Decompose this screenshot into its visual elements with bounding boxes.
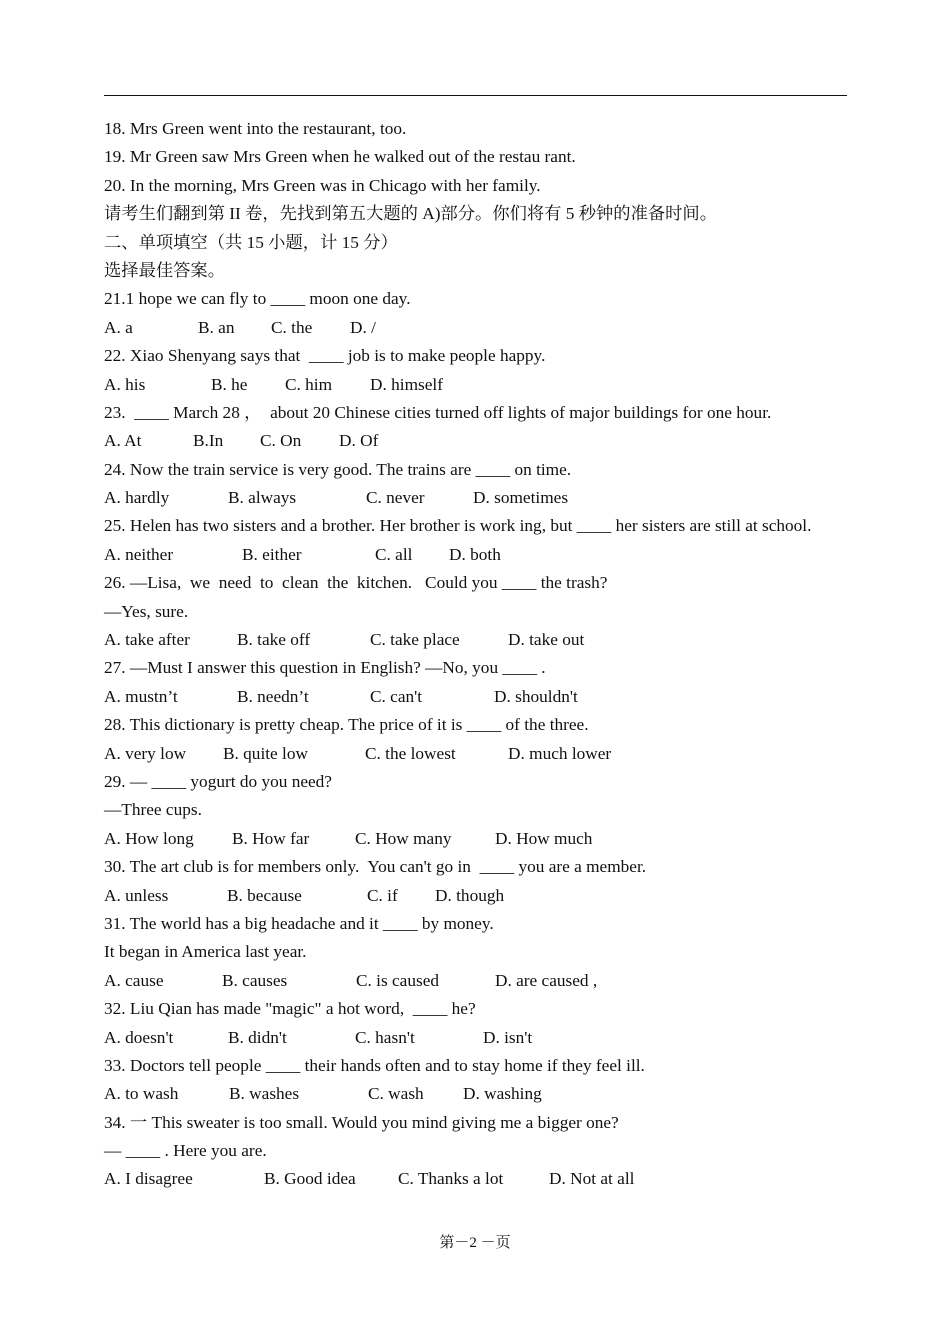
option-d: D. shouldn't bbox=[494, 686, 578, 706]
option-d: D. much lower bbox=[508, 743, 612, 763]
option-b: B. How far bbox=[232, 828, 310, 848]
option-d: D. himself bbox=[370, 374, 443, 394]
option-a: A. At bbox=[104, 431, 142, 451]
option-c: C. the bbox=[271, 317, 313, 337]
option-c: C. Thanks a lot bbox=[398, 1169, 504, 1189]
exam-content bbox=[104, 115, 849, 1194]
option-d: D. are caused , bbox=[495, 970, 598, 990]
instruction-turn-page: 请考生们翻到第 II 卷，先找到第五大题的 A)部分。你们将有 5 秒钟的准备时间。 bbox=[104, 204, 717, 224]
option-b: B. always bbox=[228, 488, 297, 508]
option-b: B. needn’t bbox=[237, 686, 309, 706]
options-28 bbox=[104, 740, 849, 768]
option-c: C. all bbox=[375, 544, 413, 564]
options-31 bbox=[104, 967, 849, 995]
option-a: A. unless bbox=[104, 885, 169, 905]
question-19: 19. Mr Green saw Mrs Green when he walked out of the restau rant. bbox=[104, 147, 576, 167]
options-34 bbox=[104, 1165, 849, 1193]
options-33 bbox=[104, 1080, 849, 1108]
option-b: B. an bbox=[198, 317, 235, 337]
option-a: A. mustn’t bbox=[104, 686, 178, 706]
option-b: B. because bbox=[227, 885, 302, 905]
option-d: D. Of bbox=[339, 431, 379, 451]
section-heading: 二、单项填空（共 15 小题，计 15 分） bbox=[104, 232, 398, 252]
options-25 bbox=[104, 541, 849, 569]
question-20: 20. In the morning, Mrs Green was in Chicago with her family. bbox=[104, 175, 541, 195]
option-b: B.In bbox=[193, 431, 224, 451]
question-26-reply: —Yes, sure. bbox=[104, 601, 189, 621]
option-c: C. can't bbox=[370, 686, 423, 706]
option-a: A. hardly bbox=[104, 488, 170, 508]
option-c: C. if bbox=[367, 885, 398, 905]
option-b: B. either bbox=[242, 544, 302, 564]
option-b: B. take off bbox=[237, 630, 311, 650]
option-a: A. take after bbox=[104, 630, 190, 650]
options-21 bbox=[104, 314, 849, 342]
option-a: A. to wash bbox=[104, 1084, 179, 1104]
header-rule bbox=[104, 95, 847, 96]
option-a: A. neither bbox=[104, 544, 174, 564]
question-18: 18. Mrs Green went into the restaurant, too. bbox=[104, 119, 407, 138]
question-32: 32. Liu Qian has made "magic" a hot word, ____ he? bbox=[104, 999, 476, 1019]
option-c: C. is caused bbox=[356, 970, 440, 990]
question-31-continued: It began in America last year. bbox=[104, 942, 307, 962]
option-d: D. take out bbox=[508, 630, 585, 650]
option-a: A. I disagree bbox=[104, 1169, 193, 1189]
option-c: C. How many bbox=[355, 828, 452, 848]
option-a: A. a bbox=[104, 317, 133, 337]
option-d: D. though bbox=[435, 885, 505, 905]
question-31: 31. The world has a big headache and it ____ by money. bbox=[104, 913, 494, 933]
question-29-reply: —Three cups. bbox=[104, 800, 202, 820]
page-number: 第－2 －页 bbox=[439, 1235, 511, 1251]
question-34-reply: — ____ . Here you are. bbox=[104, 1141, 267, 1161]
options-27 bbox=[104, 683, 849, 711]
question-26: 26. —Lisa, we need to clean the kitchen. Could you ____ the trash? bbox=[104, 573, 608, 593]
question-28: 28. This dictionary is pretty cheap. The price of it is ____ of the three. bbox=[104, 715, 589, 735]
option-d: D. / bbox=[350, 317, 376, 337]
options-29 bbox=[104, 825, 849, 853]
question-24: 24. Now the train service is very good. The trains are ____ on time. bbox=[104, 459, 572, 479]
options-26 bbox=[104, 626, 849, 654]
option-c: C. hasn't bbox=[355, 1027, 415, 1047]
option-c: C. On bbox=[260, 431, 302, 451]
question-33: 33. Doctors tell people ____ their hands often and to stay home if they feel ill. bbox=[104, 1055, 645, 1075]
option-a: A. doesn't bbox=[104, 1027, 174, 1047]
question-25: 25. Helen has two sisters and a brother. Her brother is work ing, but ____ her sisters are still at school. bbox=[104, 516, 812, 536]
option-c: C. the lowest bbox=[365, 743, 456, 763]
question-22: 22. Xiao Shenyang says that ____ job is to make people happy. bbox=[104, 346, 546, 366]
option-b: B. washes bbox=[229, 1084, 300, 1104]
option-d: D. sometimes bbox=[473, 488, 569, 508]
question-30: 30. The art club is for members only. You can't go in ____ you are a member. bbox=[104, 857, 647, 877]
option-a: A. his bbox=[104, 374, 146, 394]
option-b: B. causes bbox=[222, 970, 288, 990]
question-34: 34. 一 This sweater is too small. Would you mind giving me a bigger one? bbox=[104, 1112, 619, 1132]
question-21: 21.1 hope we can fly to ____ moon one day. bbox=[104, 289, 411, 309]
options-24 bbox=[104, 484, 849, 512]
option-a: A. How long bbox=[104, 828, 194, 848]
option-b: B. Good idea bbox=[264, 1169, 356, 1189]
option-a: A. very low bbox=[104, 743, 187, 763]
options-22 bbox=[104, 371, 849, 399]
options-23 bbox=[104, 427, 849, 455]
option-c: C. wash bbox=[368, 1084, 424, 1104]
options-32 bbox=[104, 1024, 849, 1052]
option-d: D. isn't bbox=[483, 1027, 533, 1047]
option-d: D. How much bbox=[495, 828, 593, 848]
option-a: A. cause bbox=[104, 970, 164, 990]
section-instruction: 选择最佳答案。 bbox=[104, 260, 225, 280]
question-29: 29. — ____ yogurt do you need? bbox=[104, 772, 332, 791]
question-27: 27. —Must I answer this question in English? —No, you ____ . bbox=[104, 658, 546, 678]
option-b: B. didn't bbox=[228, 1027, 287, 1047]
option-c: C. him bbox=[285, 374, 333, 394]
option-c: C. take place bbox=[370, 630, 460, 650]
question-23: 23. ____ March 28 ， about 20 Chinese cities turned off lights of major buildings for one hour. bbox=[104, 402, 772, 422]
option-d: D. Not at all bbox=[549, 1169, 635, 1189]
option-d: D. both bbox=[449, 544, 501, 564]
option-b: B. he bbox=[211, 374, 248, 394]
options-30 bbox=[104, 882, 849, 910]
option-c: C. never bbox=[366, 488, 425, 508]
option-b: B. quite low bbox=[223, 743, 308, 763]
option-d: D. washing bbox=[463, 1084, 542, 1104]
